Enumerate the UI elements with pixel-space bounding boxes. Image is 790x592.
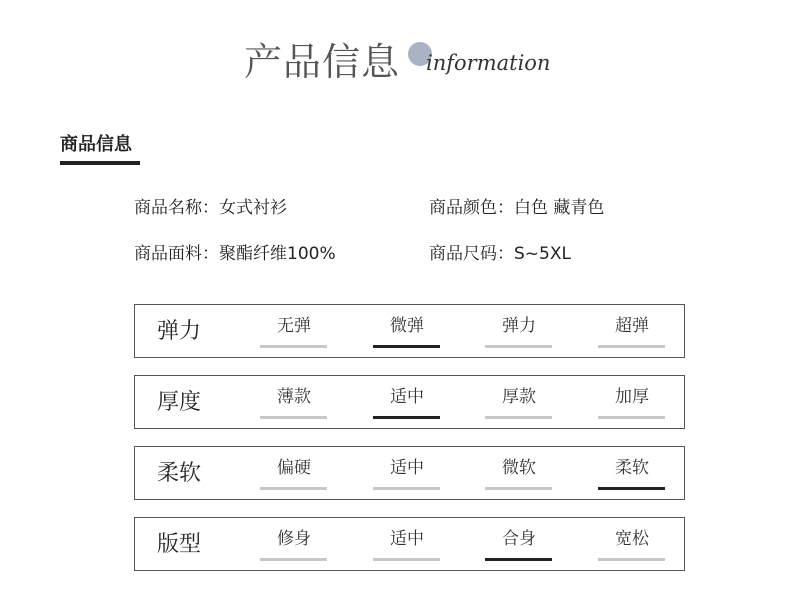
info-label: 商品尺码： [429, 244, 514, 264]
option-label: 微弹 [390, 316, 424, 336]
info-item-color [429, 197, 604, 219]
attribute-box-thickness [134, 375, 685, 429]
page-header [0, 36, 790, 86]
info-item-fabric [134, 243, 336, 265]
option-bar [260, 558, 327, 561]
info-item-name [134, 197, 287, 219]
option-label: 合身 [502, 529, 536, 549]
option-bar [485, 487, 552, 490]
header-subtitle: information [426, 51, 551, 75]
attribute-box-fit [134, 517, 685, 571]
option-label: 厚款 [502, 387, 536, 407]
option-label: 适中 [390, 529, 424, 549]
attribute-box-elasticity [134, 304, 685, 358]
option-label: 偏硬 [277, 458, 311, 478]
option-label: 修身 [277, 529, 311, 549]
attribute-label: 厚度 [157, 390, 202, 415]
option-bar [598, 487, 665, 490]
option-label: 薄款 [277, 387, 311, 407]
option-bar [260, 345, 327, 348]
info-label: 商品名称： [134, 198, 219, 218]
option-bar [598, 416, 665, 419]
info-value: S~5XL [514, 244, 571, 264]
attribute-label: 版型 [157, 532, 202, 557]
header-title: 产品信息 [244, 40, 401, 84]
section-title: 商品信息 [60, 134, 132, 155]
option-bar [598, 345, 665, 348]
option-label: 加厚 [615, 387, 649, 407]
info-value: 聚酯纤维100% [219, 244, 336, 264]
option-label: 宽松 [615, 529, 649, 549]
option-bar [485, 416, 552, 419]
option-label: 超弹 [615, 316, 649, 336]
option-bar [260, 487, 327, 490]
option-label: 弹力 [502, 316, 536, 336]
option-label: 柔软 [615, 458, 649, 478]
option-bar [485, 345, 552, 348]
option-bar [260, 416, 327, 419]
info-label: 商品颜色： [429, 198, 514, 218]
option-bar [485, 558, 552, 561]
option-bar [373, 345, 440, 348]
attribute-label: 柔软 [157, 461, 202, 486]
section-underline [60, 161, 140, 165]
option-bar [373, 558, 440, 561]
info-value: 女式衬衫 [219, 198, 287, 218]
attribute-box-softness [134, 446, 685, 500]
info-item-size [429, 243, 571, 265]
info-label: 商品面料： [134, 244, 219, 264]
option-label: 无弹 [277, 316, 311, 336]
option-bar [598, 558, 665, 561]
option-label: 微软 [502, 458, 536, 478]
option-bar [373, 487, 440, 490]
info-value: 白色 藏青色 [514, 198, 605, 218]
option-bar [373, 416, 440, 419]
option-label: 适中 [390, 387, 424, 407]
attribute-label: 弹力 [157, 319, 202, 344]
option-label: 适中 [390, 458, 424, 478]
